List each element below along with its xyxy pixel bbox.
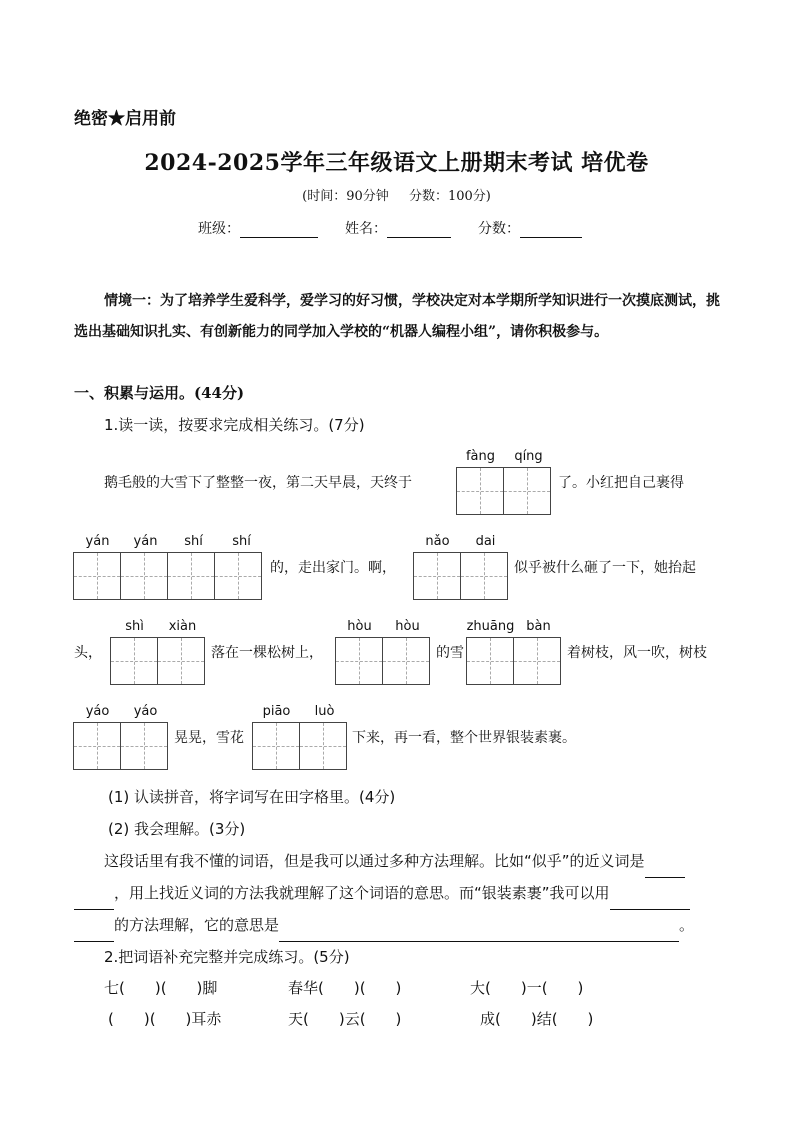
passage-line: 似乎被什么砸了一下，她抬起 — [514, 560, 696, 576]
sub-question-2-text — [74, 846, 722, 942]
name-field[interactable] — [345, 218, 451, 238]
name-blank[interactable] — [387, 223, 451, 238]
pinyin: yáo — [85, 704, 110, 719]
pinyin: hòu — [395, 619, 420, 634]
grid-cell[interactable] — [73, 722, 121, 770]
grid-cell[interactable] — [252, 722, 300, 770]
grid-cell[interactable] — [513, 637, 561, 685]
exam-meta — [0, 185, 793, 204]
class-field[interactable] — [198, 218, 318, 238]
score-field[interactable] — [478, 218, 582, 238]
class-label: 班级： — [198, 221, 240, 237]
passage-line: 着树枝，风一吹，树枝 — [567, 645, 707, 661]
passage-line: 了。小红把自己裹得 — [558, 475, 684, 491]
score-blank[interactable] — [520, 223, 582, 238]
idiom-blank[interactable]: ( )( )耳赤 — [108, 1010, 222, 1028]
pinyin: yán — [85, 534, 110, 549]
pinyin: xiàn — [168, 619, 197, 634]
grid-cell[interactable] — [503, 467, 551, 515]
pinyin: shì — [125, 619, 144, 634]
grid-cell[interactable] — [460, 552, 508, 600]
pinyin: luò — [314, 704, 335, 719]
score-label: 分数： — [478, 221, 520, 237]
writing-grid[interactable] — [466, 637, 560, 685]
grid-cell[interactable] — [214, 552, 262, 600]
grid-cell[interactable] — [413, 552, 461, 600]
grid-cell[interactable] — [299, 722, 347, 770]
passage-line: 晃晃，雪花 — [174, 730, 244, 746]
passage-line: 头， — [74, 645, 102, 661]
grid-cell[interactable] — [335, 637, 383, 685]
passage-line: 鹅毛般的大雪下了整整一夜，第二天早晨，天终于 — [104, 475, 412, 491]
writing-grid[interactable] — [73, 722, 167, 770]
class-blank[interactable] — [240, 223, 318, 238]
passage-line: 落在一棵松树上， — [211, 645, 323, 661]
writing-grid[interactable] — [252, 722, 346, 770]
exam-title: 2024-2025学年三年级语文上册期末考试 培优卷 — [144, 150, 649, 176]
question-1-label: 1.读一读，按要求完成相关练习。(7分) — [104, 416, 365, 434]
grid-cell[interactable] — [73, 552, 121, 600]
grid-cell[interactable] — [120, 722, 168, 770]
answer-blank[interactable] — [279, 910, 679, 942]
pinyin: shí — [232, 534, 251, 549]
grid-cell[interactable] — [382, 637, 430, 685]
pinyin: hòu — [347, 619, 372, 634]
pinyin: piāo — [262, 704, 291, 719]
idiom-blank[interactable]: 大( )一( ) — [470, 979, 584, 997]
pinyin: shí — [184, 534, 203, 549]
para-text: ，用上找近义词的方法我就理解了这个词语的意思。而“银装素裹”我可以用 — [114, 884, 610, 902]
pinyin: bàn — [526, 619, 551, 634]
idiom-blank[interactable]: 七( )( )脚 — [104, 979, 218, 997]
pinyin: qíng — [514, 449, 543, 464]
para-text: 。 — [679, 916, 695, 934]
pinyin: zhuāng — [466, 619, 515, 634]
pinyin: dai — [475, 534, 496, 549]
writing-grid[interactable] — [456, 467, 550, 515]
grid-cell[interactable] — [120, 552, 168, 600]
grid-cell[interactable] — [157, 637, 205, 685]
answer-blank[interactable] — [645, 846, 685, 878]
grid-cell[interactable] — [110, 637, 158, 685]
passage-line: 的雪 — [436, 645, 464, 661]
grid-cell[interactable] — [167, 552, 215, 600]
idiom-blank[interactable]: 成( )结( ) — [480, 1010, 594, 1028]
para-text: 的方法理解，它的意思是 — [114, 916, 280, 934]
idiom-blank[interactable]: 天( )云( ) — [288, 1010, 402, 1028]
scenario-text: 情境一：为了培养学生爱科学，爱学习的好习惯，学校决定对本学期所学知识进行一次摸底测试，挑选出基础知识扎实、有创新能力的同学加入学校的“机器人编程小组”，请你积极参与。 — [74, 293, 720, 340]
pinyin: fàng — [465, 449, 496, 464]
writing-grid[interactable] — [110, 637, 204, 685]
answer-blank[interactable] — [74, 910, 114, 942]
pinyin: nǎo — [425, 534, 450, 549]
idiom-blank[interactable]: 春华( )( ) — [288, 979, 402, 997]
grid-cell[interactable] — [456, 467, 504, 515]
pinyin: yáo — [133, 704, 158, 719]
section-heading: 一、积累与运用。(44分) — [74, 384, 245, 402]
exam-time: (时间：90分钟 — [302, 189, 389, 204]
writing-grid[interactable] — [73, 552, 261, 600]
name-label: 姓名： — [345, 221, 387, 237]
answer-blank[interactable] — [610, 878, 690, 910]
writing-grid[interactable] — [335, 637, 429, 685]
para-text: 这段话里有我不懂的词语，但是我可以通过多种方法理解。比如“似乎”的近义词是 — [104, 852, 645, 870]
passage-line: 的，走出家门。啊， — [270, 560, 396, 576]
exam-total-score: 分数：100分) — [408, 189, 491, 204]
confidential-label: 绝密★启用前 — [74, 109, 176, 129]
question-2-label: 2.把词语补充完整并完成练习。(5分) — [104, 948, 350, 966]
pinyin: yán — [133, 534, 158, 549]
sub-question-1: (1) 认读拼音，将字词写在田字格里。(4分) — [108, 788, 396, 806]
grid-cell[interactable] — [466, 637, 514, 685]
passage-line: 下来，再一看，整个世界银装素裹。 — [352, 730, 576, 746]
writing-grid[interactable] — [413, 552, 507, 600]
sub-question-2: (2) 我会理解。(3分) — [108, 820, 246, 838]
answer-blank[interactable] — [74, 878, 114, 910]
